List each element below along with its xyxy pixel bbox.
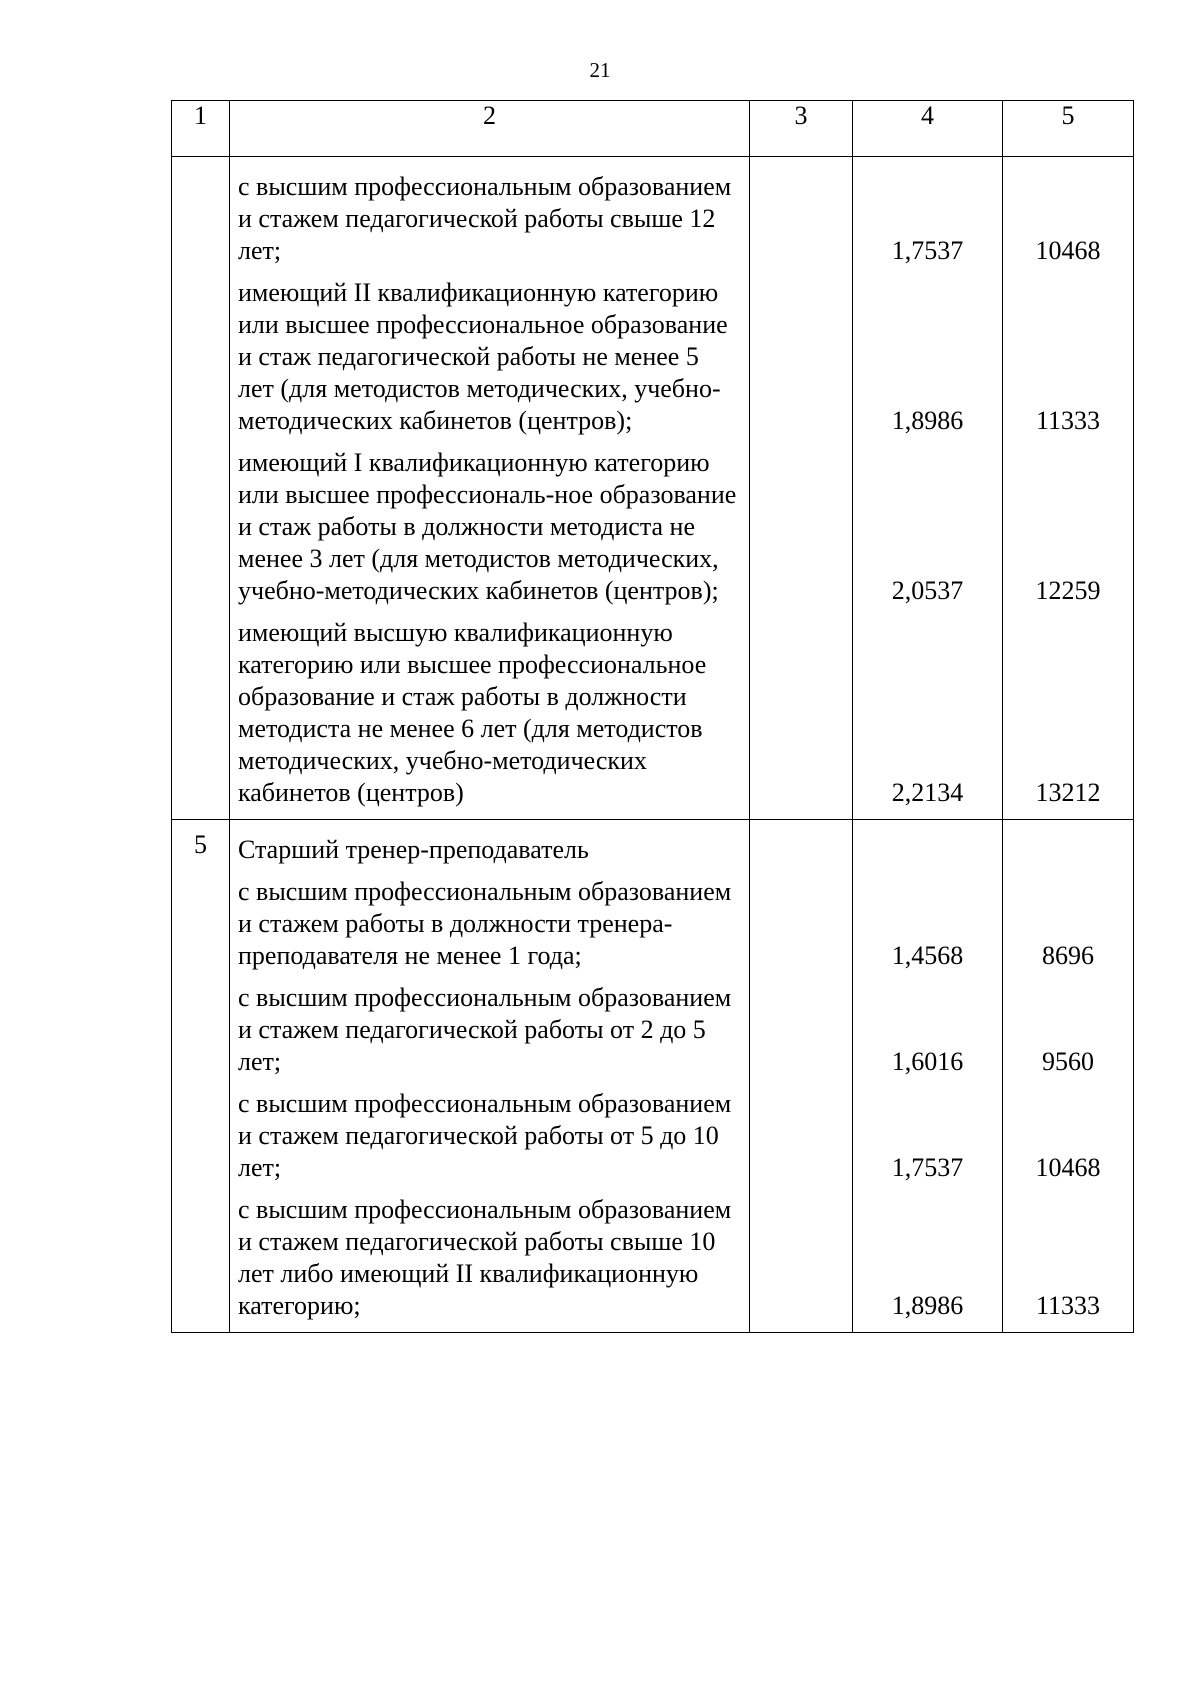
header-cell-3: 3 — [750, 101, 853, 157]
header-cell-4: 4 — [853, 101, 1003, 157]
coefficient-value: 2,0537 — [891, 576, 964, 605]
row-number — [172, 157, 230, 820]
salary-cell — [1003, 157, 1134, 820]
position-title: Старший тренер-преподаватель — [238, 835, 589, 864]
coefficient-value: 2,2134 — [891, 778, 964, 807]
coefficient-value: 1,6016 — [891, 1047, 964, 1076]
coefficient-value: 1,8986 — [891, 406, 964, 435]
description-cell — [230, 820, 750, 1333]
table-row — [172, 157, 1134, 820]
entry-text: с высшим профессиональным образованием и стажем педагогической работы свыше 10 лет либо имеющий II квалификационную категорию; — [238, 1195, 732, 1320]
description-cell — [230, 157, 750, 820]
coefficient-value: 1,7537 — [891, 236, 964, 265]
salary-value: 11333 — [1035, 406, 1101, 435]
coefficient-value: 1,8986 — [891, 1291, 964, 1320]
coefficient-cell — [853, 820, 1003, 1333]
salary-value: 10468 — [1035, 236, 1101, 265]
page-number: 21 — [589, 58, 611, 82]
salary-cell — [1003, 820, 1134, 1333]
salary-table — [171, 100, 1134, 1333]
salary-value: 8696 — [1042, 941, 1094, 970]
entry-text: с высшим профессиональным образованием и стажем педагогической работы от 5 до 10 лет; — [238, 1089, 732, 1182]
coefficient-cell — [853, 157, 1003, 820]
entry-text: имеющий высшую квалификационную категорию или высшее профессиональное образование и стаж работы в должности методиста не менее 6 лет (для методистов методических, учебно-методических кабинетов (центров) — [238, 618, 707, 807]
entry-text: имеющий II квалификационную категорию или высшее профессиональное образование и стаж педагогической работы не менее 5 лет (для методистов методических, учебно-методических кабинетов (центров); — [238, 278, 728, 435]
table-header-row — [172, 101, 1134, 157]
header-cell-2: 2 — [230, 101, 750, 157]
salary-value: 10468 — [1035, 1153, 1101, 1182]
salary-value: 9560 — [1042, 1047, 1094, 1076]
salary-value: 11333 — [1035, 1291, 1101, 1320]
coefficient-value: 1,7537 — [891, 1153, 964, 1182]
spacer — [1003, 834, 1133, 866]
entry-text: с высшим профессиональным образованием и стажем работы в должности тренера-преподавателя не менее 1 года; — [238, 877, 732, 970]
header-cell-5: 5 — [1003, 101, 1134, 157]
empty-cell — [750, 157, 853, 820]
entry-text: с высшим профессиональным образованием и стажем педагогической работы от 2 до 5 лет; — [238, 983, 732, 1076]
table-row — [172, 820, 1134, 1333]
entry-text: имеющий I квалификационную категорию или высшее профессиональ-ное образование и стаж работы в должности методиста не менее 3 лет (для методистов методических, учебно-методических кабинетов (центров); — [238, 448, 737, 605]
salary-value: 13212 — [1035, 778, 1101, 807]
empty-cell — [750, 820, 853, 1333]
spacer — [853, 834, 1002, 866]
coefficient-value: 1,4568 — [891, 941, 964, 970]
header-cell-1: 1 — [172, 101, 230, 157]
row-number: 5 — [172, 820, 230, 1333]
salary-value: 12259 — [1035, 576, 1101, 605]
entry-text: с высшим профессиональным образованием и стажем педагогической работы свыше 12 лет; — [238, 172, 732, 265]
